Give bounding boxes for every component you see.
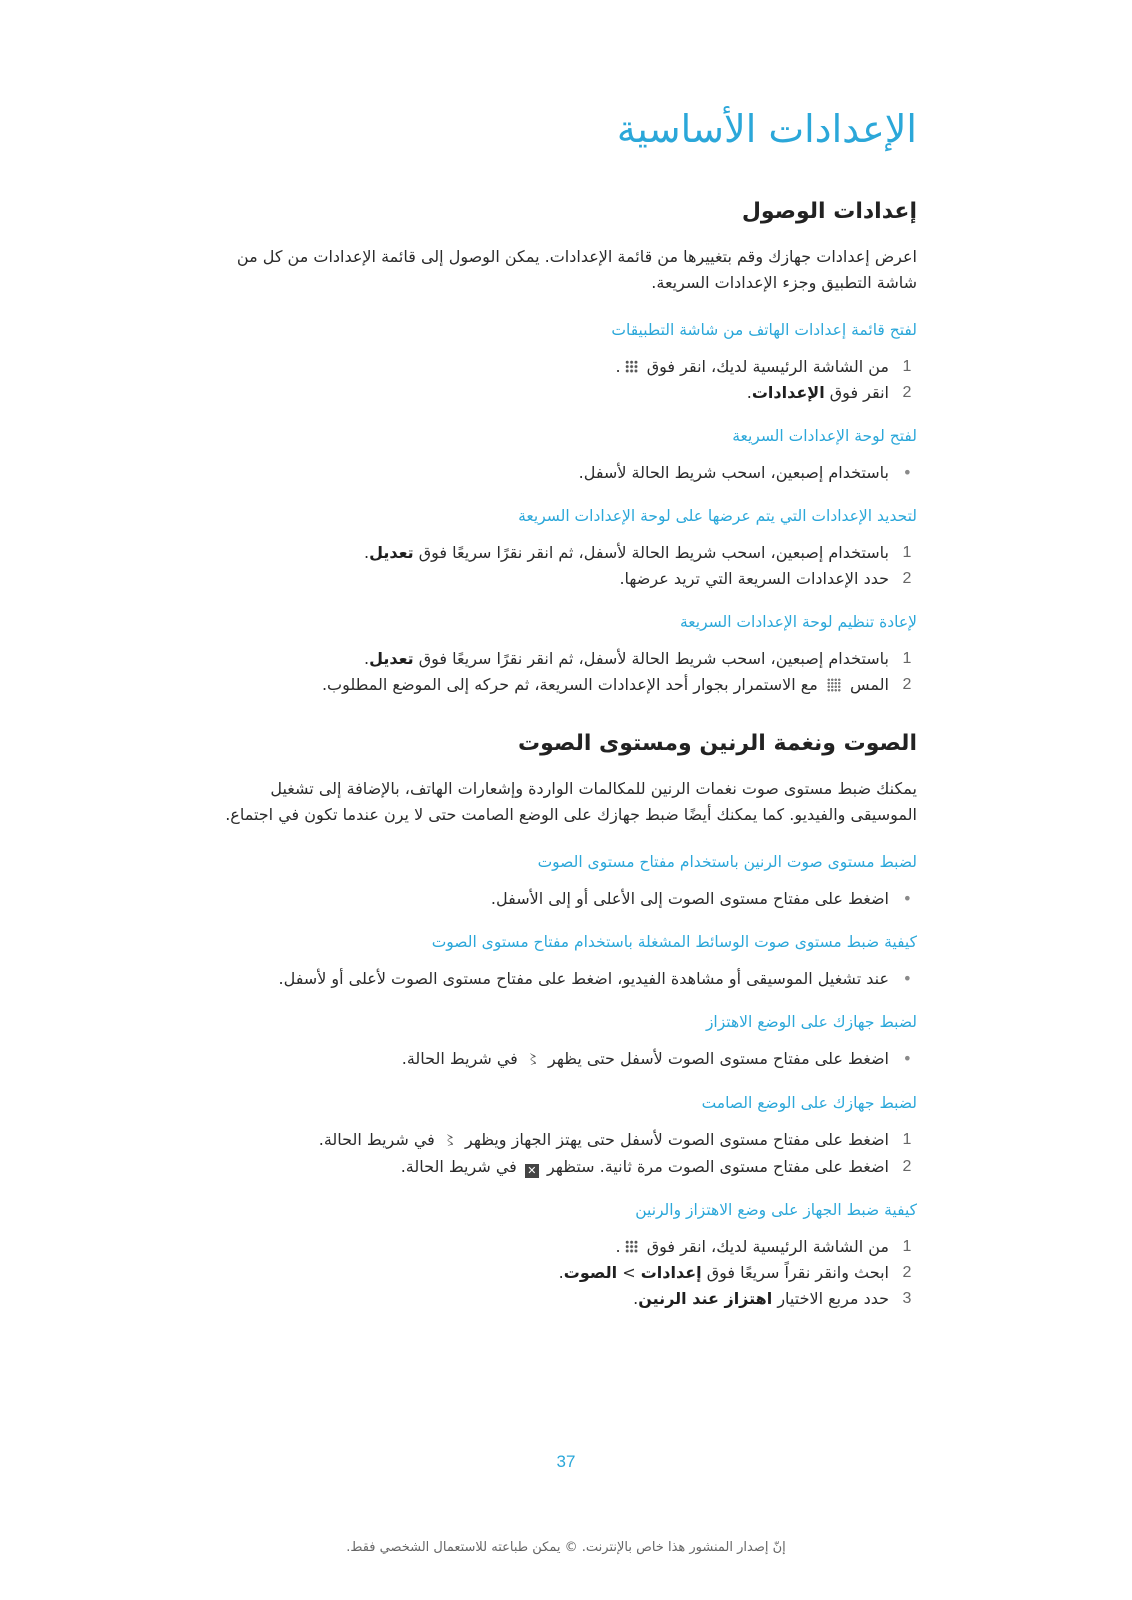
step-text: اضغط على مفتاح مستوى الصوت مرة ثانية. ستظهر [546, 1157, 889, 1176]
subheading-vibrate-ring: كيفية ضبط الجهاز على وضع الاهتزاز والرنين [635, 1201, 917, 1219]
step-text: من الشاشة الرئيسية لديك، انقر فوق [646, 357, 889, 376]
step-number: 1 [902, 650, 912, 667]
step-number: 2 [902, 676, 912, 693]
bullets-ringer [200, 886, 917, 912]
subheading-open-settings: لفتح قائمة إعدادات الهاتف من شاشة التطبيقات [611, 321, 917, 339]
step-bold: إعدادات [640, 1263, 702, 1282]
bullet-icon: • [902, 1049, 912, 1068]
subheading-media: كيفية ضبط مستوى صوت الوسائط المشغلة باستخدام مفتاح مستوى الصوت [431, 933, 917, 951]
step-tail: . [615, 357, 621, 376]
subheading-open-quick: لفتح لوحة الإعدادات السريعة [732, 427, 917, 445]
list-item [200, 354, 917, 380]
step-text: باستخدام إصبعين، اسحب شريط الحالة لأسفل، ثم انقر نقرًا سريعًا فوق [418, 649, 889, 668]
vibrate-icon: 〻 [442, 1133, 457, 1149]
bullets-media [200, 966, 917, 992]
steps-open-settings [200, 354, 917, 406]
steps-choose-quick [200, 540, 917, 592]
footer-note: إنّ إصدار المنشور هذا خاص بالإنترنت. © يمكن طباعته للاستعمال الشخصي فقط. [346, 1540, 786, 1555]
step-text: من الشاشة الرئيسية لديك، انقر فوق [646, 1237, 889, 1256]
bullet-text: عند تشغيل الموسيقى أو مشاهدة الفيديو، اضغط على مفتاح مستوى الصوت لأعلى أو لأسفل. [278, 969, 889, 988]
bullet-text: في شريط الحالة. [401, 1049, 518, 1068]
page-title: الإعدادات الأساسية [616, 107, 917, 151]
steps-vibrate-ring [200, 1234, 917, 1312]
section-intro: يمكنك ضبط مستوى صوت نغمات الرنين للمكالمات الواردة وإشعارات الهاتف، بالإضافة إلى تشغيل الموسيقى والفيديو. كما يمكنك أيضًا ضبط جهازك على الوضع الصامت حتى لا يرن عندما تكون في اجتماع. [225, 779, 917, 824]
list-item [200, 540, 917, 566]
list-item [200, 460, 917, 486]
step-number: 1 [902, 1238, 912, 1255]
list-item: 1 من الشاشة الرئيسية لديك، انقر فوق . [200, 1234, 917, 1260]
bullet-text: اضغط على مفتاح مستوى الصوت لأسفل حتى يظهر [548, 1049, 889, 1068]
page-number: 37 [556, 1452, 576, 1471]
subheading-choose-quick: لتحديد الإعدادات التي يتم عرضها على لوحة الإعدادات السريعة [518, 507, 917, 525]
step-text: حدد الإعدادات السريعة التي تريد عرضها. [619, 569, 889, 588]
subheading-vibrate: لضبط جهازك على الوضع الاهتزاز [705, 1013, 917, 1031]
step-tail: . [363, 543, 370, 562]
section-title-sound: الصوت ونغمة الرنين ومستوى الصوت [518, 731, 917, 756]
section-intro: اعرض إعدادات جهازك وقم بتغييرها من قائمة الإعدادات. يمكن الوصول إلى قائمة الإعدادات من كل من شاشة التطبيق وجزء الإعدادات السريعة. [236, 247, 917, 292]
step-text: انقر فوق [829, 383, 889, 402]
list-item: 2 ابحث وانقر نقراً سريعًا فوق إعدادات > الصوت. [200, 1260, 917, 1286]
step-number: 2 [902, 1158, 912, 1175]
list-item: 3 حدد مربع الاختيار اهتزاز عند الرنين. [200, 1286, 917, 1312]
step-number: 2 [902, 384, 912, 401]
bullet-icon: • [902, 969, 912, 988]
step-text: اضغط على مفتاح مستوى الصوت لأسفل حتى يهتز الجهاز ويظهر [465, 1130, 889, 1149]
list-item [200, 1154, 917, 1180]
step-tail: . [746, 383, 752, 402]
content-area [200, 102, 917, 1330]
step-number: 3 [902, 1290, 912, 1307]
step-text: ابحث وانقر نقراً سريعًا فوق [706, 1263, 889, 1282]
step-bold: تعديل [369, 543, 414, 562]
subheading-silent: لضبط جهازك على الوضع الصامت [701, 1094, 917, 1112]
vibrate-icon: 〻 [525, 1052, 540, 1068]
step-number: 1 [902, 1131, 912, 1148]
step-text: المس [850, 675, 889, 694]
apps-grid-icon [625, 1240, 638, 1253]
bullets-open-quick [200, 460, 917, 486]
subheading-ringer: لضبط مستوى صوت الرنين باستخدام مفتاح مستوى الصوت [537, 853, 917, 871]
list-item [200, 672, 917, 698]
bullet-text: باستخدام إصبعين، اسحب شريط الحالة لأسفل. [578, 463, 889, 482]
list-item [200, 1127, 917, 1154]
step-bold: الصوت [563, 1263, 618, 1282]
step-text: في شريط الحالة. [400, 1157, 517, 1176]
list-item [200, 1046, 917, 1073]
mute-icon: ✕ [525, 1164, 539, 1178]
subheading-rearrange-quick: لإعادة تنظيم لوحة الإعدادات السريعة [679, 613, 917, 631]
list-item [200, 380, 917, 406]
step-text: في شريط الحالة. [318, 1130, 435, 1149]
step-text: حدد مربع الاختيار [777, 1289, 889, 1308]
section-title-access-settings: إعدادات الوصول [741, 199, 917, 224]
step-bold: تعديل [369, 649, 414, 668]
list-item [200, 966, 917, 992]
list-item [200, 566, 917, 592]
steps-rearrange-quick [200, 646, 917, 698]
step-number: 2 [902, 570, 912, 587]
steps-silent [200, 1127, 917, 1180]
step-number: 1 [902, 358, 912, 375]
drag-handle-icon [827, 678, 841, 692]
step-text: مع الاستمرار بجوار أحد الإعدادات السريعة، ثم حركه إلى الموضع المطلوب. [321, 675, 818, 694]
bullet-icon: • [902, 463, 912, 482]
bullet-icon: • [902, 889, 912, 908]
bullet-text: اضغط على مفتاح مستوى الصوت إلى الأعلى أو إلى الأسفل. [490, 889, 889, 908]
step-bold: اهتزاز عند الرنين [638, 1289, 773, 1308]
step-tail: . [363, 649, 370, 668]
apps-grid-icon [625, 360, 638, 373]
list-item [200, 646, 917, 672]
step-number: 2 [902, 1264, 912, 1281]
step-bold: الإعدادات [751, 383, 825, 402]
step-text: باستخدام إصبعين، اسحب شريط الحالة لأسفل، ثم انقر نقرًا سريعًا فوق [418, 543, 889, 562]
list-item [200, 886, 917, 912]
path-separator: > [622, 1263, 636, 1282]
step-number: 1 [902, 544, 912, 561]
bullets-vibrate [200, 1046, 917, 1073]
